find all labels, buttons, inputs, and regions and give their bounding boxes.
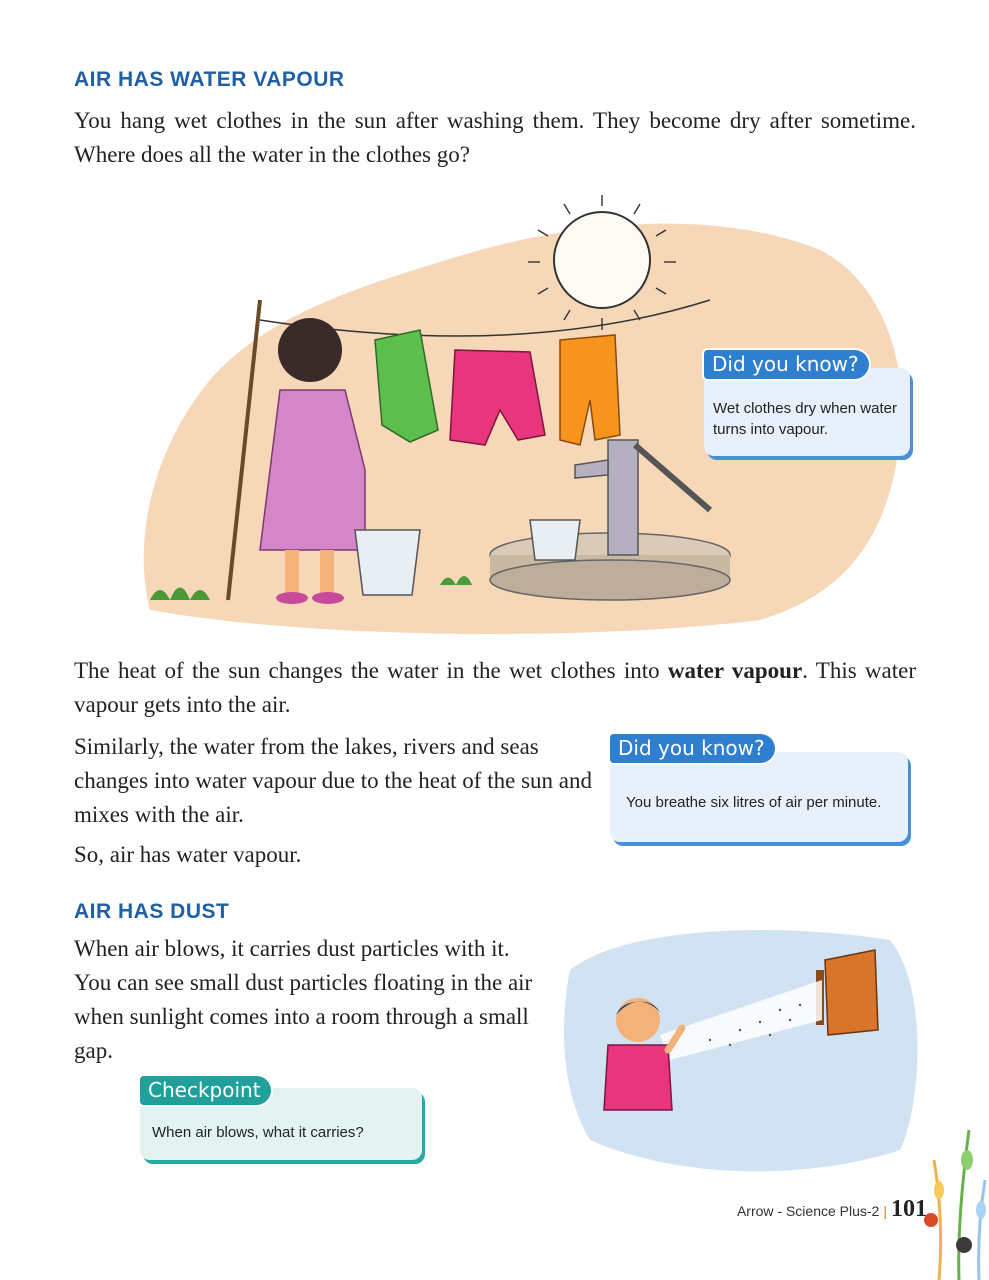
did-you-know-box-1: [704, 352, 910, 456]
did-you-know-tag: Did you know?: [704, 350, 869, 379]
did-you-know-text: Wet clothes dry when water turns into vapour.: [713, 400, 897, 438]
book-title: Arrow - Science Plus-2: [736, 1203, 880, 1219]
footer-separator: |: [883, 1203, 887, 1219]
intro-paragraph: You hang wet clothes in the sun after washing them. They become dry after sometime. Where does all the water in the clothes go?: [74, 108, 916, 167]
floral-decoration: [919, 1100, 989, 1280]
did-you-know-text: You breathe six litres of air per minute.: [626, 794, 882, 811]
paragraph-conclusion: So, air has water vapour.: [74, 842, 302, 867]
paragraph-text: . This water vapour gets into the air.: [74, 658, 916, 717]
paragraph-water-vapour: [74, 654, 916, 722]
checkpoint-question: When air blows, what it carries?: [152, 1124, 364, 1141]
paragraph-dust: When air blows, it carries dust particles with it. You can see small dust particles floating in the air when sunlight comes into a room through a small gap.: [74, 936, 533, 1063]
page-footer: [737, 1196, 927, 1223]
paragraph-text: The heat of the sun changes the water in the wet clothes into: [74, 658, 668, 683]
key-term-water-vapour: water vapour: [667, 658, 803, 683]
paragraph-lakes-rivers: Similarly, the water from the lakes, rivers and seas changes into water vapour due to the heat of the sun and mixes with the air.: [74, 734, 592, 827]
did-you-know-box-2: [610, 736, 908, 842]
section-heading-dust: AIR HAS DUST: [74, 900, 230, 923]
checkpoint-box: [140, 1078, 422, 1160]
section-heading-water-vapour: AIR HAS WATER VAPOUR: [74, 68, 345, 91]
checkpoint-tag: Checkpoint: [140, 1076, 271, 1105]
dust-in-sunlight-illustration: [560, 910, 930, 1180]
page-number: 101: [891, 1196, 927, 1222]
did-you-know-tag: Did you know?: [610, 734, 775, 763]
